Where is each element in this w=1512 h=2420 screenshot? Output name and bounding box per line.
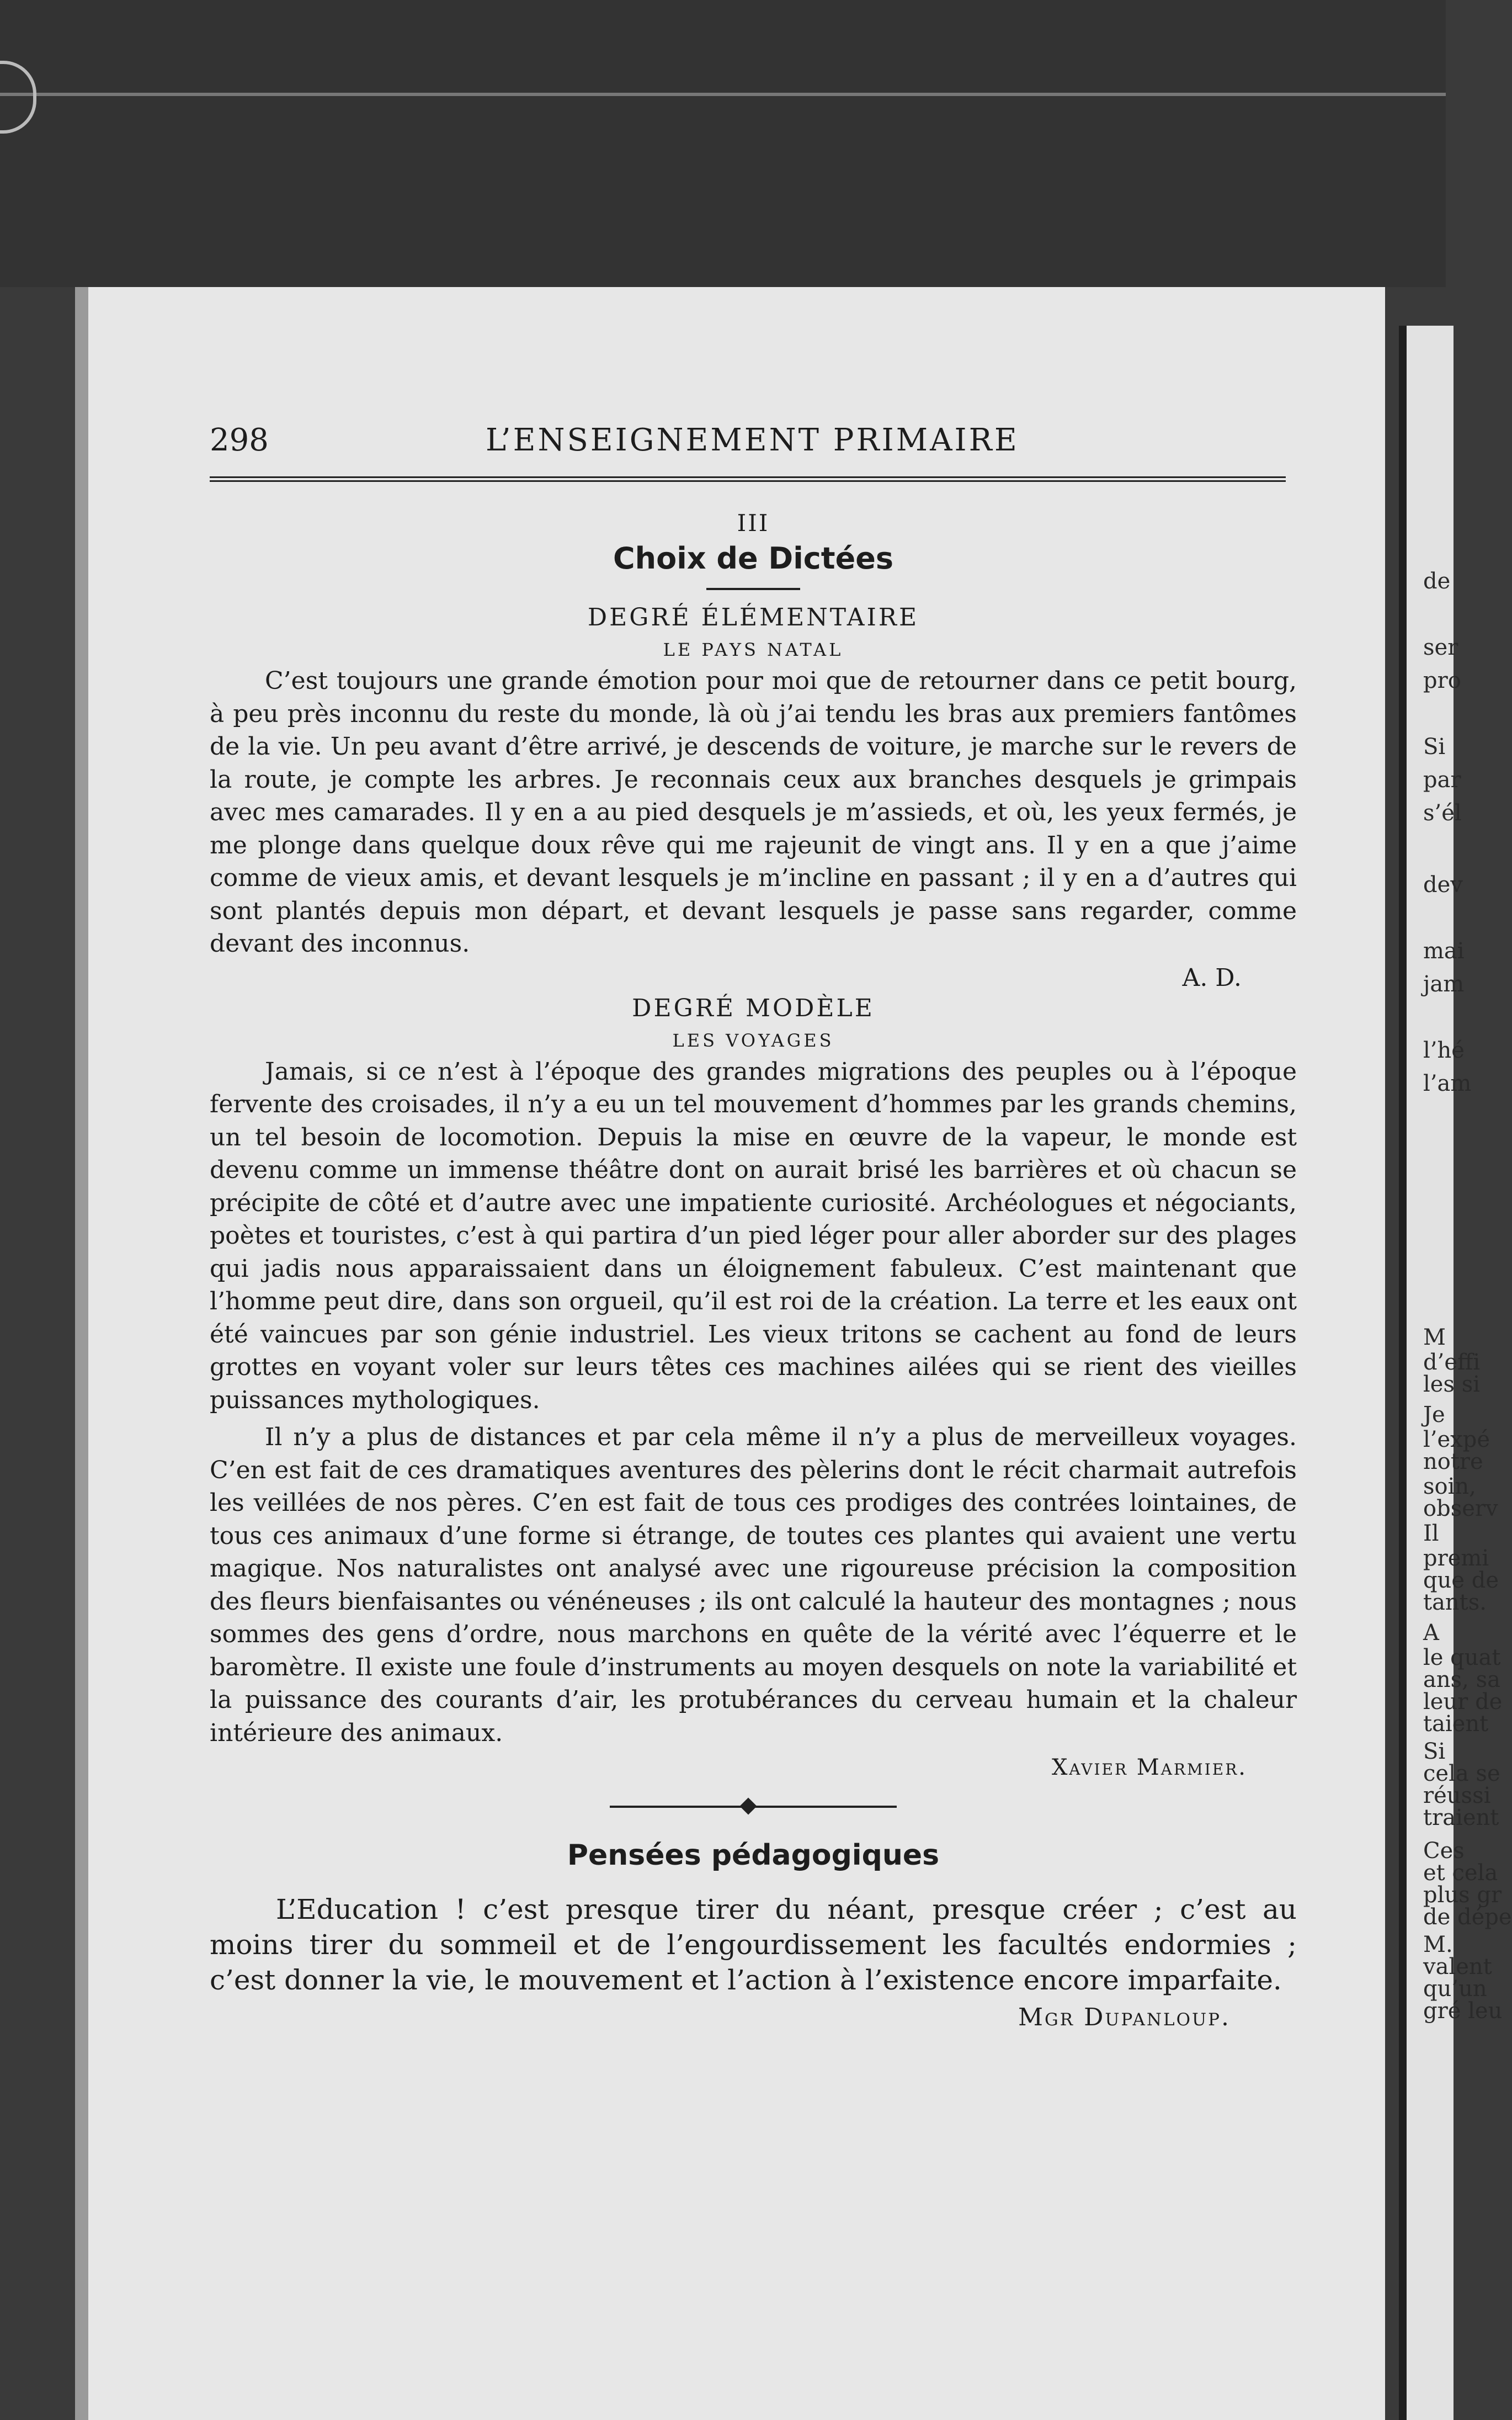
page-number: 298 (210, 422, 269, 458)
dictation-degree-elementary: DEGRÉ ÉLÉMENTAIRE (587, 603, 919, 631)
scanner-edge-line (0, 93, 1446, 96)
adjacent-page-text: ser (1423, 635, 1458, 660)
adjacent-page-text: de (1423, 569, 1451, 594)
adjacent-page-text: tants. (1423, 1590, 1487, 1615)
adjacent-page-text: l’am (1423, 1071, 1472, 1096)
dictation-author-marmier: Xavier Marmier. (1051, 1755, 1247, 1780)
adjacent-page-text: que de (1423, 1568, 1499, 1593)
adjacent-page-text: notre (1423, 1449, 1483, 1474)
page-header (210, 422, 1297, 466)
book-page (88, 287, 1385, 2420)
adjacent-page-text: qu’un (1423, 1976, 1487, 2002)
adjacent-page-text: Si (1423, 734, 1446, 760)
adjacent-page-text: M (1423, 1325, 1446, 1350)
running-title: L’ENSEIGNEMENT PRIMAIRE (486, 422, 1019, 458)
dictation-title-voyages: LES VOYAGES (672, 1029, 834, 1051)
adjacent-page-text: cela se (1423, 1761, 1500, 1786)
adjacent-page-text: observ (1423, 1496, 1498, 1521)
adjacent-page-text: premi (1423, 1546, 1489, 1571)
adjacent-page-text: le quat (1423, 1645, 1501, 1670)
dictation-author-ad: A. D. (1182, 963, 1242, 992)
scanner-mark (0, 61, 36, 134)
thoughts-title: Pensées pédagogiques (567, 1839, 940, 1872)
adjacent-page-text: mai (1423, 938, 1465, 964)
thoughts-quote: L’Education ! c’est presque tirer du néant, presque créer ; c’est au moins tirer du sommeil et de l’engourdissement les facultés endormies ; c’est donner la vie, le mouvement et l’action à l’existence encore imparfaite. (210, 1893, 1297, 1996)
adjacent-page-text: Si (1423, 1739, 1446, 1764)
dictation-paragraph: Il n’y a plus de distances et par cela même il n’y a plus de merveilleux voyages. C’en est fait de ces dramatiques aventures des pèlerins dont le récit charmait autrefois les veillées de nos pères. C’en est fait de tous ces prodiges des contrées lointaines, de tous ces animaux d’une forme si étrange, de toutes ces plantes qui avaient une vertu magique. Nos naturalistes ont analysé avec une rigoureuse précision la composition des fleurs bienfaisantes ou vénéneuses ; ils ont calculé la hauteur des montagnes ; nous sommes des gens d’ordre, nous marchons en quête de la vérité avec l’équerre et le baromètre. Il existe une foule d’instruments au moyen desquels on note la variabilité et la puissance des courants d’air, les protubérances du cerveau humain et la chaleur intérieure des animaux. (210, 1423, 1297, 1747)
title-rule (706, 588, 800, 590)
adjacent-page-text: l’expé (1423, 1427, 1490, 1452)
adjacent-page-text: taient (1423, 1711, 1489, 1737)
adjacent-page-text: pro (1423, 668, 1461, 693)
adjacent-page-text: Ces (1423, 1838, 1465, 1864)
scanner-background (0, 0, 1446, 287)
adjacent-page-text: valent (1423, 1954, 1492, 1979)
adjacent-page-text: et cela (1423, 1860, 1498, 1886)
adjacent-page-text: s’él (1423, 800, 1462, 826)
header-rule (210, 476, 1286, 482)
adjacent-page-text: d’effi (1423, 1350, 1481, 1375)
adjacent-page-text: M. (1423, 1932, 1453, 1957)
adjacent-page-text: par (1423, 767, 1461, 793)
dictation-paragraph: Jamais, si ce n’est à l’époque des grandes migrations des peuples ou à l’époque fervente des croisades, il n’y a eu un tel mouvement d’hommes par les grands chemins, un tel besoin de locomotion. Depuis la mise en œuvre de la vapeur, le monde est devenu comme un immense théâtre dont on aurait brisé les barrières et où chacun se précipite de côté et d’autre avec une impatiente curiosité. Archéologues et négociants, poètes et touristes, c’est à qui partira d’un pied léger pour aller aborder sur des plages qui jadis nous apparaissaient dans un éloignement fabuleux. C’est maintenant que l’homme peut dire, dans son orgueil, qu’il est roi de la création. La terre et les eaux ont été vaincues par son génie industriel. Les vieux tritons se cachent au fond de leurs grottes en voyant voler sur leurs têtes ces machines ailées qui se rient des vieilles puissances mythologiques. (210, 1057, 1297, 1414)
adjacent-page-text: soin, (1423, 1474, 1476, 1499)
adjacent-page-text: l’hé (1423, 1038, 1465, 1063)
adjacent-page-text: Je (1423, 1402, 1445, 1427)
adjacent-page-text: traient (1423, 1805, 1499, 1830)
dictation-degree-model: DEGRÉ MODÈLE (632, 994, 875, 1022)
dictation-title-pays-natal: LE PAYS NATAL (663, 639, 844, 660)
adjacent-page-text: gré leu (1423, 1998, 1503, 2024)
adjacent-page-text: dev (1423, 872, 1463, 898)
adjacent-page-text: ans, sa (1423, 1667, 1500, 1692)
page-content (210, 422, 1297, 2031)
dictation-text-pays-natal: C’est toujours une grande émotion pour moi que de retourner dans ce petit bourg, à peu près inconnu du reste du monde, là où j’ai tendu les bras aux premiers fantômes de la vie. Un peu avant d’être arrivé, je descends de voiture, je marche sur le revers de la route, je compte les arbres. Je reconnais ceux aux branches desquels je grimpais avec mes camarades. Il y en a au pied desquels je m’assieds, et où, les yeux fermés, je me plonge dans quelque doux rêve qui me rajeunit de vingt ans. Il y en a que j’aime comme de vieux amis, et devant lesquels je m’incline en passant ; il y en a d’autres qui sont plantés depuis mon départ, et devant lesquels je passe sans regarder, comme devant des inconnus. (210, 667, 1297, 958)
section-title: Choix de Dictées (613, 541, 893, 576)
adjacent-page-text: leur de (1423, 1689, 1503, 1715)
thoughts-author: Mgr Dupanloup. (1018, 2003, 1231, 2031)
adjacent-page-text: réussi (1423, 1783, 1491, 1808)
ornament-divider (610, 1802, 897, 1811)
adjacent-page-text: plus gr (1423, 1882, 1502, 1908)
adjacent-page-text: Il (1423, 1521, 1439, 1546)
adjacent-page-text: de dépe (1423, 1904, 1512, 1930)
section-number: III (737, 510, 770, 537)
ornament-diamond-icon (739, 1797, 757, 1814)
adjacent-page-text: les si (1423, 1372, 1481, 1397)
adjacent-page-text: A (1423, 1620, 1439, 1646)
adjacent-page-text: jam (1423, 972, 1465, 997)
adjacent-page-fragment (1399, 326, 1512, 2420)
